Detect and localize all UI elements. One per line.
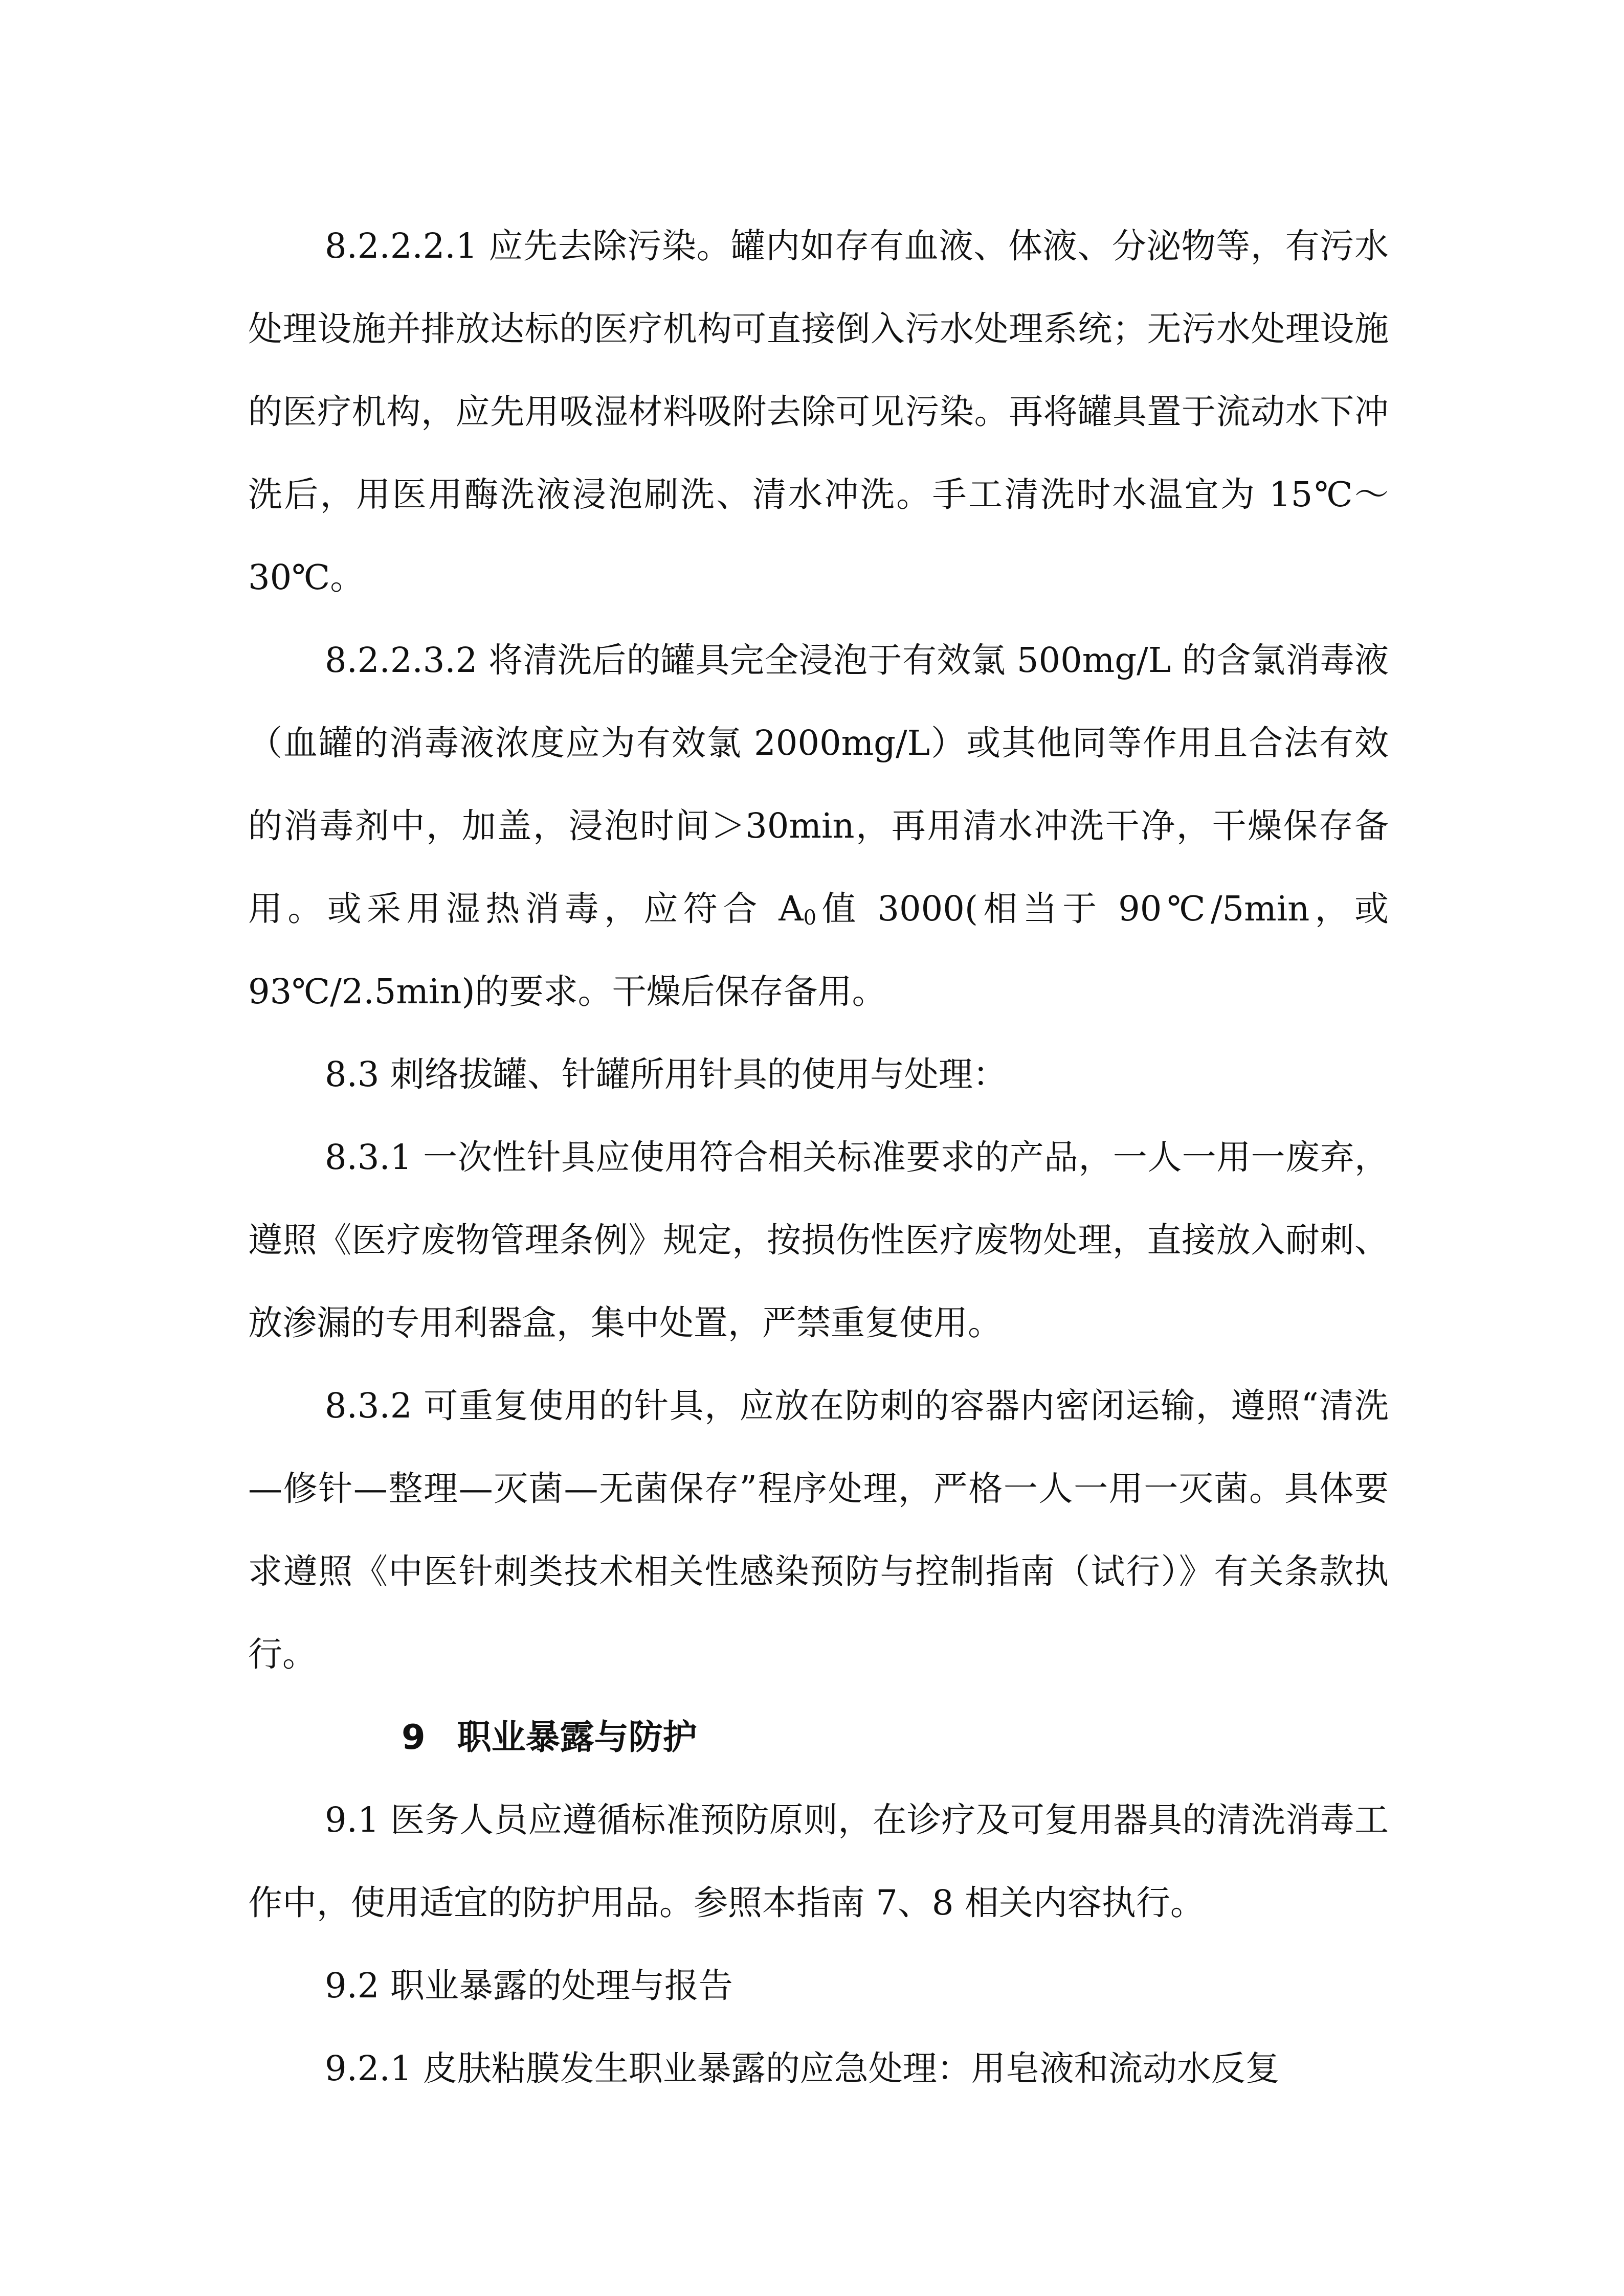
paragraph-9-2: 9.2 职业暴露的处理与报告 [325, 1966, 733, 2006]
section-heading-9 [248, 1696, 1389, 1779]
paragraph-8-3-1: 8.3.1 一次性针具应使用符合相关标准要求的产品，一人一用一废弃，遵照《医疗废物管理条例》规定，按损伤性医疗废物处理，直接放入耐刺、放渗漏的专用利器盒，集中处置，严禁重复使用。 [248, 1137, 1389, 1343]
paragraph-9-2-1: 9.2.1 皮肤粘膜发生职业暴露的应急处理：用皂液和流动水反复 [325, 2049, 1280, 2088]
section-number: 9 [402, 1717, 426, 1757]
paragraph-8-3: 8.3 刺络拔罐、针罐所用针具的使用与处理： [325, 1054, 1007, 1094]
document-body [248, 205, 1389, 2110]
paragraph-8-2-2-2-1: 8.2.2.2.1 应先去除污染。罐内如存有血液、体液、分泌物等，有污水处理设施并排放达标的医疗机构可直接倒入污水处理系统；无污水处理设施的医疗机构，应先用吸湿材料吸附去除可见污染。再将罐具置于流动水下冲洗后，用医用酶洗液浸泡刷洗、清水冲洗。手工清洗时水温宜为 15℃～30℃。 [248, 226, 1389, 597]
section-title: 职业暴露与防护 [457, 1717, 697, 1757]
paragraph-9-1: 9.1 医务人员应遵循标准预防原则，在诊疗及可复用器具的清洗消毒工作中，使用适宜的防护用品。参照本指南 7、8 相关内容执行。 [248, 1800, 1389, 1923]
paragraph-8-3-2: 8.3.2 可重复使用的针具，应放在防刺的容器内密闭运输，遵照“清洗—修针—整理—灭菌—无菌保存”程序处理，严格一人一用一灭菌。具体要求遵照《中医针刺类技术相关性感染预防与控制指南（试行）》有关条款执行。 [248, 1386, 1389, 1674]
paragraph-8-2-2-3-2 [248, 619, 1389, 1033]
paragraph-8-2-2-3-2-part1: 8.2.2.3.2 将清洗后的罐具完全浸泡于有效氯 500mg/L 的含氯消毒液（血罐的消毒液浓度应为有效氯 2000mg/L）或其他同等作用且合法有效的消毒剂中，加盖，浸泡时间＞30min，再用清水冲洗干净，干燥保存备用。或采用湿热消毒，应符合 A [248, 640, 1389, 929]
subscript-zero: 0 [803, 906, 817, 930]
paragraph-8-2-2-3-2-part2: 值 3000(相当于 90℃/5min，或 93℃/2.5min)的要求。干燥后保存备用。 [248, 889, 1389, 1011]
